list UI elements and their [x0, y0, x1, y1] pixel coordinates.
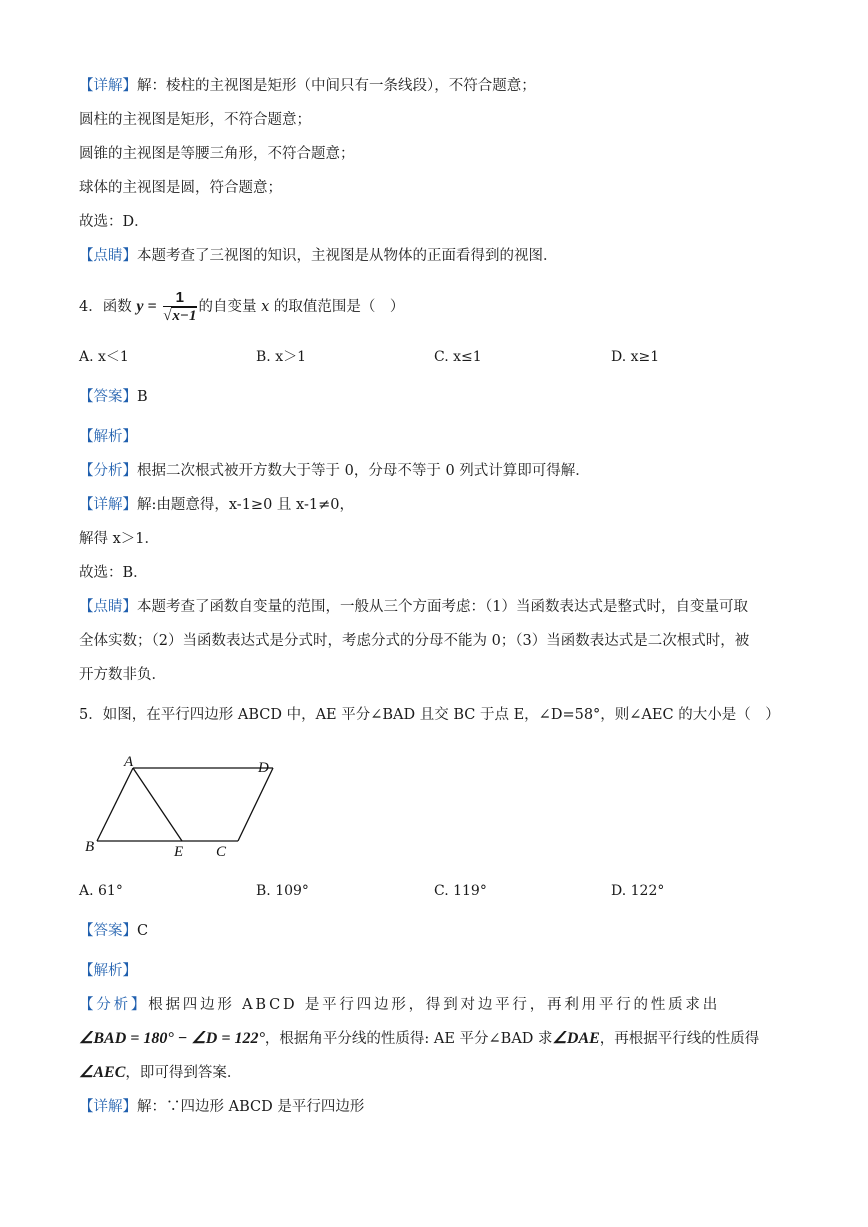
- q5-stem: [79, 705, 780, 725]
- q5-option-a: A. 61°: [79, 883, 123, 899]
- q4-formula-lhs: y =: [136, 298, 157, 315]
- fenxi-tag: 【分析】: [79, 997, 149, 1013]
- q5-detail-line: [79, 1097, 364, 1117]
- vertex-label-a: A: [124, 754, 134, 770]
- q4-suffix-a: 的自变量: [198, 299, 257, 315]
- q4-stem: [79, 285, 404, 329]
- q5-fenxi-line: [79, 995, 720, 1015]
- detail-tag: 【详解】: [79, 497, 137, 513]
- vertex-label-b: B: [85, 839, 95, 855]
- q3-line-2: 圆柱的主视图是矩形，不符合题意；: [79, 112, 311, 128]
- q5-answer: C: [137, 923, 149, 939]
- q4-choice-line: 故选：B．: [79, 565, 148, 581]
- q5-fenxi-line-3: [79, 1063, 241, 1083]
- parallelogram-figure: [80, 750, 280, 862]
- q5-analysis-tag: 【解析】: [79, 963, 137, 979]
- q4-fraction: [163, 290, 196, 325]
- q4-fenxi-line: [79, 461, 590, 481]
- q4-solution-line: 解得 x＞1．: [79, 531, 160, 547]
- q4-option-c: C. x≤1: [434, 349, 482, 365]
- side-ab: [97, 768, 133, 841]
- q4-prefix: 函数: [102, 299, 132, 315]
- q4-number: 4．: [79, 299, 103, 315]
- q4-option-a: A. x＜1: [79, 349, 129, 365]
- q4-option-b: B. x＞1: [256, 349, 306, 365]
- answer-tag: 【答案】: [79, 389, 137, 405]
- q4-note-line: [79, 597, 748, 617]
- answer-tag: 【答案】: [79, 923, 137, 939]
- q5-formula-bad: ∠BAD = 180° − ∠D = 122°: [79, 1030, 265, 1047]
- q4-option-d: D. x≥1: [611, 349, 660, 365]
- q5-fenxi-text-3: ，再根据平行线的性质得: [599, 1031, 760, 1047]
- vertex-label-e: E: [174, 844, 184, 860]
- q4-suffix-b: 的取值范围是（ ）: [273, 299, 405, 315]
- side-dc: [238, 768, 273, 841]
- note-tag: 【点睛】: [79, 599, 137, 615]
- q4-fraction-denominator: √x−1: [163, 307, 197, 324]
- detail-tag: 【详解】: [79, 78, 137, 94]
- q3-detail-text: 解：棱柱的主视图是矩形（中间只有一条线段），不符合题意；: [137, 78, 536, 94]
- q4-variable: x: [261, 299, 270, 315]
- q4-note-line-3: 开方数非负．: [79, 667, 166, 683]
- vertex-label-c: C: [216, 844, 227, 860]
- vertex-label-d: D: [258, 760, 269, 776]
- q4-radicand: x−1: [172, 307, 197, 324]
- q3-note-line: [79, 246, 558, 266]
- q5-fenxi-line-2: [79, 1029, 759, 1049]
- detail-tag: 【详解】: [79, 1099, 137, 1115]
- note-tag: 【点睛】: [79, 248, 137, 264]
- q4-answer: B: [137, 389, 148, 405]
- q5-answer-line: [79, 921, 148, 941]
- q4-fraction-numerator: 1: [163, 290, 196, 307]
- q3-note-text: 本题考查了三视图的知识，主视图是从物体的正面看得到的视图．: [137, 248, 558, 264]
- q3-line-5: 故选：D．: [79, 214, 149, 230]
- q5-option-b: B. 109°: [256, 883, 309, 899]
- q5-formula-aec: ∠AEC: [79, 1064, 126, 1081]
- q5-option-d: D. 122°: [611, 883, 665, 899]
- fenxi-tag: 【分析】: [79, 463, 137, 479]
- q5-option-c: C. 119°: [434, 883, 487, 899]
- q4-note-line-2: 全体实数；（2）当函数表达式是分式时，考虑分式的分母不能为 0；（3）当函数表达式是二次根式时，被: [79, 633, 750, 649]
- q4-answer-line: [79, 387, 148, 407]
- q4-detail-line: [79, 495, 354, 515]
- q5-fenxi-text-4: ，即可得到答案．: [125, 1065, 242, 1081]
- q3-line-3: 圆锥的主视图是等腰三角形，不符合题意；: [79, 146, 355, 162]
- q4-detail-text: 解:由题意得，x-1≥0 且 x-1≠0，: [137, 497, 354, 513]
- q5-stem-text: 如图，在平行四边形 ABCD 中，AE 平分∠BAD 且交 BC 于点 E，∠D=58°，则∠AEC 的大小是（ ）: [102, 707, 780, 723]
- q3-detail-line: [79, 76, 536, 96]
- q5-detail-text: 解：∵四边形 ABCD 是平行四边形: [137, 1099, 365, 1115]
- segment-ae: [133, 768, 182, 841]
- q4-analysis-tag: 【解析】: [79, 429, 137, 445]
- q4-fenxi-text: 根据二次根式被开方数大于等于 0，分母不等于 0 列式计算即可得解．: [137, 463, 590, 479]
- q5-fenxi-text-1: 根据四边形 ABCD 是平行四边形，得到对边平行，再利用平行的性质求出: [148, 997, 721, 1013]
- q4-note-text-1: 本题考查了函数自变量的范围，一般从三个方面考虑：（1）当函数表达式是整式时，自变量可取: [137, 599, 748, 615]
- q5-number: 5．: [79, 707, 103, 723]
- q5-formula-dae: ∠DAE: [552, 1030, 600, 1047]
- q5-fenxi-text-2: ，根据角平分线的性质得: AE 平分∠BAD 求: [264, 1031, 553, 1047]
- q3-line-4: 球体的主视图是圆，符合题意；: [79, 180, 282, 196]
